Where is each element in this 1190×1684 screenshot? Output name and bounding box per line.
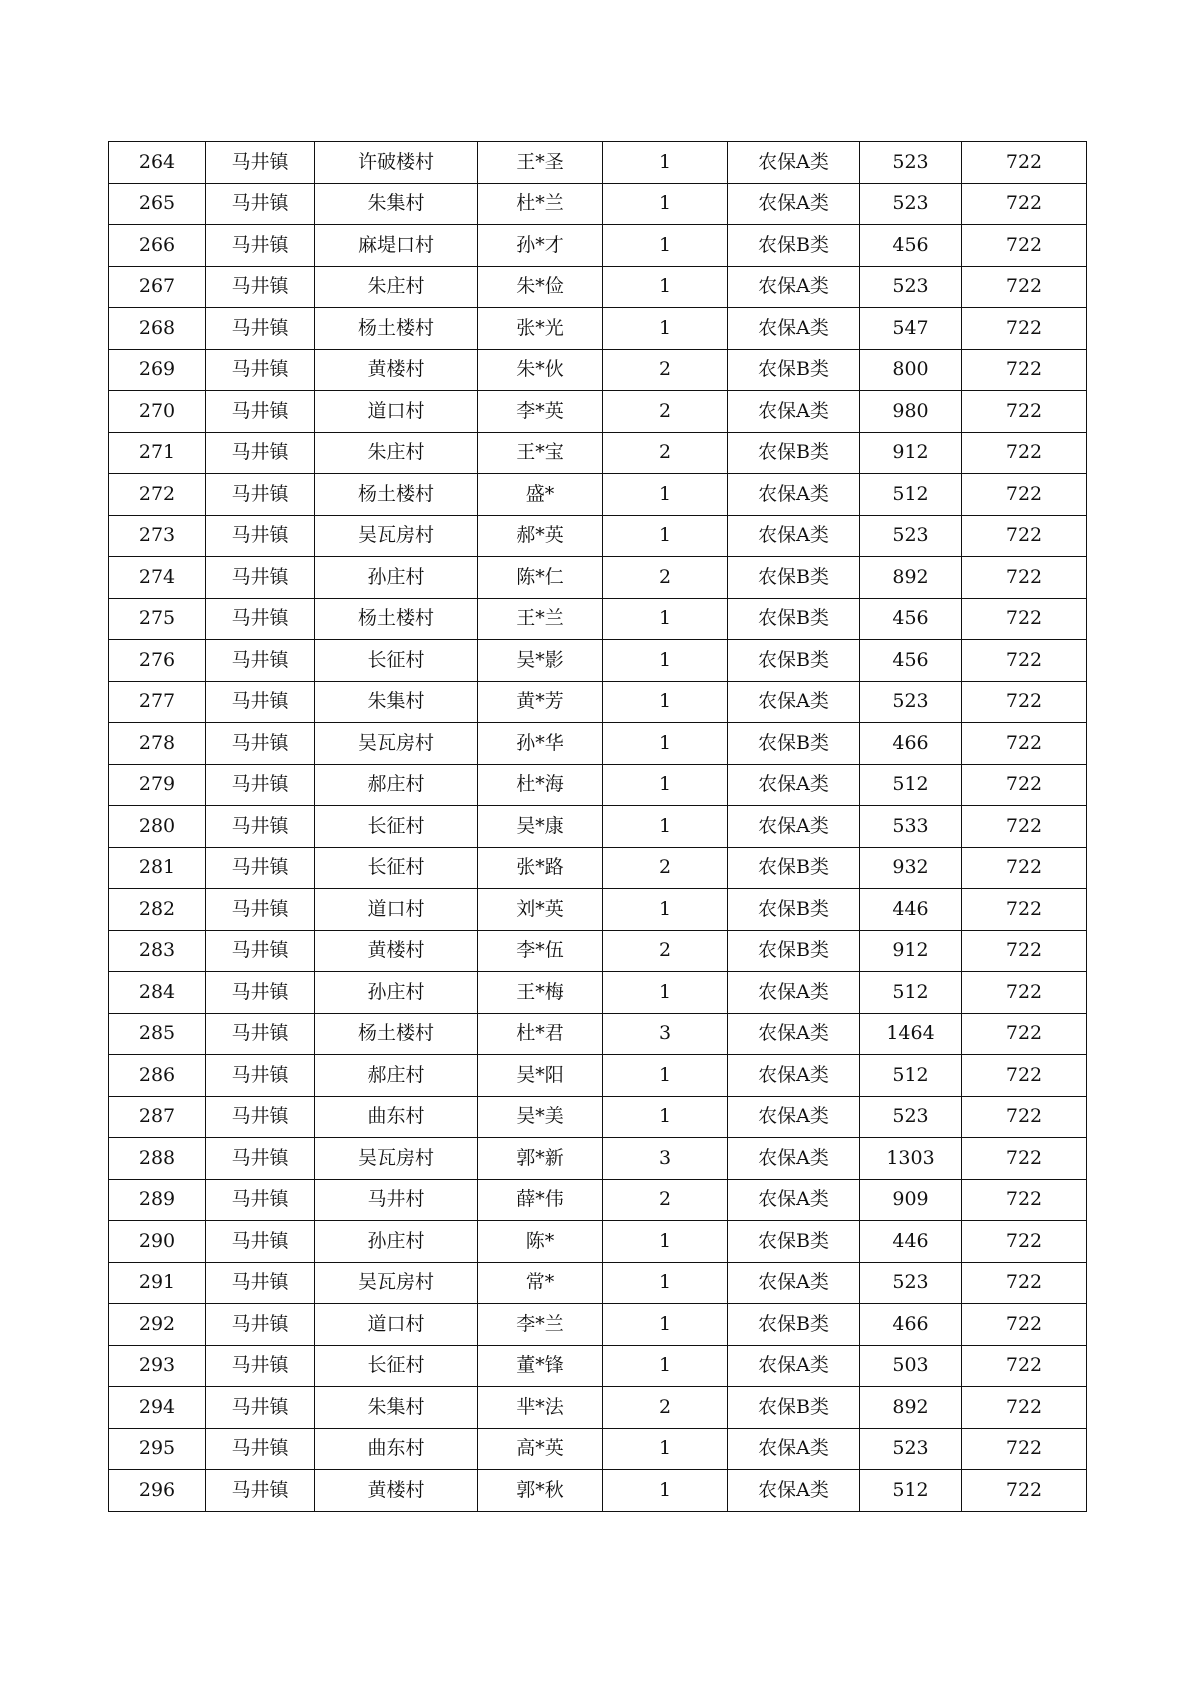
amount-cell: 446 bbox=[860, 1221, 962, 1263]
table-row bbox=[109, 1470, 1087, 1512]
amount-cell: 523 bbox=[860, 142, 962, 184]
amount-cell: 547 bbox=[860, 308, 962, 350]
name-cell: 朱*俭 bbox=[478, 266, 603, 308]
household-size-cell: 1 bbox=[603, 225, 728, 267]
household-size-cell: 1 bbox=[603, 889, 728, 931]
name-cell: 杜*君 bbox=[478, 1013, 603, 1055]
name-cell: 王*兰 bbox=[478, 598, 603, 640]
town-cell: 马井镇 bbox=[206, 847, 315, 889]
name-cell: 孙*才 bbox=[478, 225, 603, 267]
serial-number-cell: 277 bbox=[109, 681, 206, 723]
serial-number-cell: 264 bbox=[109, 142, 206, 184]
town-cell: 马井镇 bbox=[206, 1179, 315, 1221]
standard-cell: 722 bbox=[962, 1345, 1087, 1387]
name-cell: 李*伍 bbox=[478, 930, 603, 972]
serial-number-cell: 271 bbox=[109, 432, 206, 474]
serial-number-cell: 279 bbox=[109, 764, 206, 806]
amount-cell: 1303 bbox=[860, 1138, 962, 1180]
roster-table-body bbox=[109, 142, 1087, 1512]
village-cell: 朱集村 bbox=[315, 183, 478, 225]
standard-cell: 722 bbox=[962, 681, 1087, 723]
household-size-cell: 1 bbox=[603, 515, 728, 557]
name-cell: 李*兰 bbox=[478, 1304, 603, 1346]
village-cell: 杨土楼村 bbox=[315, 474, 478, 516]
table-row bbox=[109, 1304, 1087, 1346]
table-row bbox=[109, 349, 1087, 391]
village-cell: 长征村 bbox=[315, 1345, 478, 1387]
household-size-cell: 1 bbox=[603, 1262, 728, 1304]
table-row bbox=[109, 847, 1087, 889]
household-size-cell: 1 bbox=[603, 1221, 728, 1263]
amount-cell: 456 bbox=[860, 598, 962, 640]
insurance-type-cell: 农保A类 bbox=[728, 806, 860, 848]
name-cell: 王*宝 bbox=[478, 432, 603, 474]
serial-number-cell: 275 bbox=[109, 598, 206, 640]
table-row bbox=[109, 723, 1087, 765]
standard-cell: 722 bbox=[962, 308, 1087, 350]
insurance-type-cell: 农保B类 bbox=[728, 889, 860, 931]
amount-cell: 533 bbox=[860, 806, 962, 848]
village-cell: 孙庄村 bbox=[315, 557, 478, 599]
village-cell: 朱庄村 bbox=[315, 432, 478, 474]
serial-number-cell: 274 bbox=[109, 557, 206, 599]
name-cell: 高*英 bbox=[478, 1428, 603, 1470]
standard-cell: 722 bbox=[962, 1221, 1087, 1263]
table-row bbox=[109, 1138, 1087, 1180]
amount-cell: 512 bbox=[860, 972, 962, 1014]
amount-cell: 512 bbox=[860, 1055, 962, 1097]
insurance-type-cell: 农保B类 bbox=[728, 349, 860, 391]
insurance-type-cell: 农保B类 bbox=[728, 640, 860, 682]
insurance-type-cell: 农保A类 bbox=[728, 308, 860, 350]
household-size-cell: 1 bbox=[603, 806, 728, 848]
household-size-cell: 1 bbox=[603, 142, 728, 184]
town-cell: 马井镇 bbox=[206, 681, 315, 723]
table-row bbox=[109, 1387, 1087, 1429]
serial-number-cell: 294 bbox=[109, 1387, 206, 1429]
name-cell: 吴*影 bbox=[478, 640, 603, 682]
table-row bbox=[109, 1179, 1087, 1221]
standard-cell: 722 bbox=[962, 1055, 1087, 1097]
amount-cell: 466 bbox=[860, 723, 962, 765]
amount-cell: 512 bbox=[860, 764, 962, 806]
insurance-type-cell: 农保B类 bbox=[728, 598, 860, 640]
standard-cell: 722 bbox=[962, 930, 1087, 972]
table-row bbox=[109, 1345, 1087, 1387]
town-cell: 马井镇 bbox=[206, 474, 315, 516]
amount-cell: 909 bbox=[860, 1179, 962, 1221]
standard-cell: 722 bbox=[962, 972, 1087, 1014]
household-size-cell: 1 bbox=[603, 1096, 728, 1138]
village-cell: 道口村 bbox=[315, 391, 478, 433]
household-size-cell: 1 bbox=[603, 1055, 728, 1097]
village-cell: 长征村 bbox=[315, 806, 478, 848]
household-size-cell: 2 bbox=[603, 557, 728, 599]
amount-cell: 512 bbox=[860, 1470, 962, 1512]
standard-cell: 722 bbox=[962, 225, 1087, 267]
amount-cell: 912 bbox=[860, 432, 962, 474]
standard-cell: 722 bbox=[962, 1470, 1087, 1512]
table-row bbox=[109, 889, 1087, 931]
village-cell: 郝庄村 bbox=[315, 1055, 478, 1097]
insurance-type-cell: 农保B类 bbox=[728, 1304, 860, 1346]
amount-cell: 456 bbox=[860, 225, 962, 267]
village-cell: 曲东村 bbox=[315, 1428, 478, 1470]
town-cell: 马井镇 bbox=[206, 183, 315, 225]
standard-cell: 722 bbox=[962, 1387, 1087, 1429]
table-row bbox=[109, 1055, 1087, 1097]
town-cell: 马井镇 bbox=[206, 1221, 315, 1263]
standard-cell: 722 bbox=[962, 349, 1087, 391]
standard-cell: 722 bbox=[962, 1096, 1087, 1138]
household-size-cell: 1 bbox=[603, 308, 728, 350]
table-row bbox=[109, 391, 1087, 433]
name-cell: 张*光 bbox=[478, 308, 603, 350]
serial-number-cell: 281 bbox=[109, 847, 206, 889]
insurance-type-cell: 农保A类 bbox=[728, 515, 860, 557]
village-cell: 黄楼村 bbox=[315, 349, 478, 391]
amount-cell: 523 bbox=[860, 1096, 962, 1138]
household-size-cell: 1 bbox=[603, 183, 728, 225]
town-cell: 马井镇 bbox=[206, 972, 315, 1014]
insurance-type-cell: 农保B类 bbox=[728, 557, 860, 599]
standard-cell: 722 bbox=[962, 723, 1087, 765]
serial-number-cell: 280 bbox=[109, 806, 206, 848]
household-size-cell: 1 bbox=[603, 1304, 728, 1346]
village-cell: 长征村 bbox=[315, 640, 478, 682]
serial-number-cell: 284 bbox=[109, 972, 206, 1014]
village-cell: 孙庄村 bbox=[315, 972, 478, 1014]
village-cell: 吴瓦房村 bbox=[315, 1262, 478, 1304]
table-row bbox=[109, 432, 1087, 474]
insurance-type-cell: 农保A类 bbox=[728, 142, 860, 184]
standard-cell: 722 bbox=[962, 1262, 1087, 1304]
town-cell: 马井镇 bbox=[206, 349, 315, 391]
table-row bbox=[109, 1428, 1087, 1470]
village-cell: 吴瓦房村 bbox=[315, 1138, 478, 1180]
name-cell: 郭*新 bbox=[478, 1138, 603, 1180]
name-cell: 郝*英 bbox=[478, 515, 603, 557]
amount-cell: 523 bbox=[860, 183, 962, 225]
name-cell: 郭*秋 bbox=[478, 1470, 603, 1512]
household-size-cell: 2 bbox=[603, 391, 728, 433]
household-size-cell: 1 bbox=[603, 764, 728, 806]
name-cell: 芈*法 bbox=[478, 1387, 603, 1429]
serial-number-cell: 292 bbox=[109, 1304, 206, 1346]
amount-cell: 446 bbox=[860, 889, 962, 931]
table-row bbox=[109, 515, 1087, 557]
standard-cell: 722 bbox=[962, 847, 1087, 889]
table-row bbox=[109, 557, 1087, 599]
insurance-type-cell: 农保A类 bbox=[728, 183, 860, 225]
amount-cell: 503 bbox=[860, 1345, 962, 1387]
amount-cell: 523 bbox=[860, 515, 962, 557]
town-cell: 马井镇 bbox=[206, 1387, 315, 1429]
name-cell: 杜*海 bbox=[478, 764, 603, 806]
insurance-type-cell: 农保B类 bbox=[728, 432, 860, 474]
standard-cell: 722 bbox=[962, 391, 1087, 433]
village-cell: 马井村 bbox=[315, 1179, 478, 1221]
village-cell: 朱集村 bbox=[315, 1387, 478, 1429]
table-row bbox=[109, 1221, 1087, 1263]
amount-cell: 512 bbox=[860, 474, 962, 516]
table-row bbox=[109, 142, 1087, 184]
household-size-cell: 1 bbox=[603, 474, 728, 516]
household-size-cell: 1 bbox=[603, 972, 728, 1014]
amount-cell: 523 bbox=[860, 1428, 962, 1470]
village-cell: 孙庄村 bbox=[315, 1221, 478, 1263]
serial-number-cell: 296 bbox=[109, 1470, 206, 1512]
household-size-cell: 3 bbox=[603, 1013, 728, 1055]
town-cell: 马井镇 bbox=[206, 225, 315, 267]
table-row bbox=[109, 1096, 1087, 1138]
town-cell: 马井镇 bbox=[206, 1470, 315, 1512]
insurance-type-cell: 农保A类 bbox=[728, 1428, 860, 1470]
insurance-type-cell: 农保A类 bbox=[728, 1262, 860, 1304]
table-row bbox=[109, 681, 1087, 723]
amount-cell: 932 bbox=[860, 847, 962, 889]
serial-number-cell: 287 bbox=[109, 1096, 206, 1138]
insurance-type-cell: 农保A类 bbox=[728, 266, 860, 308]
table-row bbox=[109, 930, 1087, 972]
standard-cell: 722 bbox=[962, 1138, 1087, 1180]
standard-cell: 722 bbox=[962, 266, 1087, 308]
town-cell: 马井镇 bbox=[206, 640, 315, 682]
standard-cell: 722 bbox=[962, 806, 1087, 848]
household-size-cell: 1 bbox=[603, 723, 728, 765]
household-size-cell: 2 bbox=[603, 930, 728, 972]
village-cell: 吴瓦房村 bbox=[315, 515, 478, 557]
name-cell: 王*梅 bbox=[478, 972, 603, 1014]
village-cell: 许破楼村 bbox=[315, 142, 478, 184]
insurance-type-cell: 农保B类 bbox=[728, 225, 860, 267]
amount-cell: 523 bbox=[860, 1262, 962, 1304]
town-cell: 马井镇 bbox=[206, 806, 315, 848]
village-cell: 麻堤口村 bbox=[315, 225, 478, 267]
serial-number-cell: 290 bbox=[109, 1221, 206, 1263]
standard-cell: 722 bbox=[962, 640, 1087, 682]
insurance-type-cell: 农保A类 bbox=[728, 1138, 860, 1180]
name-cell: 常* bbox=[478, 1262, 603, 1304]
name-cell: 陈* bbox=[478, 1221, 603, 1263]
roster-table bbox=[108, 141, 1087, 1512]
town-cell: 马井镇 bbox=[206, 308, 315, 350]
table-row bbox=[109, 474, 1087, 516]
household-size-cell: 2 bbox=[603, 349, 728, 391]
insurance-type-cell: 农保A类 bbox=[728, 1096, 860, 1138]
serial-number-cell: 267 bbox=[109, 266, 206, 308]
insurance-type-cell: 农保A类 bbox=[728, 1345, 860, 1387]
serial-number-cell: 291 bbox=[109, 1262, 206, 1304]
standard-cell: 722 bbox=[962, 889, 1087, 931]
amount-cell: 800 bbox=[860, 349, 962, 391]
household-size-cell: 1 bbox=[603, 1470, 728, 1512]
town-cell: 马井镇 bbox=[206, 1304, 315, 1346]
standard-cell: 722 bbox=[962, 557, 1087, 599]
insurance-type-cell: 农保B类 bbox=[728, 1221, 860, 1263]
household-size-cell: 1 bbox=[603, 640, 728, 682]
insurance-type-cell: 农保B类 bbox=[728, 847, 860, 889]
town-cell: 马井镇 bbox=[206, 266, 315, 308]
standard-cell: 722 bbox=[962, 183, 1087, 225]
name-cell: 盛* bbox=[478, 474, 603, 516]
insurance-type-cell: 农保A类 bbox=[728, 1470, 860, 1512]
town-cell: 马井镇 bbox=[206, 1055, 315, 1097]
name-cell: 黄*芳 bbox=[478, 681, 603, 723]
household-size-cell: 1 bbox=[603, 598, 728, 640]
amount-cell: 980 bbox=[860, 391, 962, 433]
village-cell: 曲东村 bbox=[315, 1096, 478, 1138]
town-cell: 马井镇 bbox=[206, 391, 315, 433]
standard-cell: 722 bbox=[962, 515, 1087, 557]
insurance-type-cell: 农保A类 bbox=[728, 681, 860, 723]
town-cell: 马井镇 bbox=[206, 764, 315, 806]
name-cell: 张*路 bbox=[478, 847, 603, 889]
insurance-type-cell: 农保A类 bbox=[728, 764, 860, 806]
town-cell: 马井镇 bbox=[206, 1262, 315, 1304]
table-row bbox=[109, 308, 1087, 350]
insurance-type-cell: 农保A类 bbox=[728, 1013, 860, 1055]
village-cell: 道口村 bbox=[315, 889, 478, 931]
name-cell: 刘*英 bbox=[478, 889, 603, 931]
name-cell: 陈*仁 bbox=[478, 557, 603, 599]
village-cell: 朱庄村 bbox=[315, 266, 478, 308]
name-cell: 朱*伙 bbox=[478, 349, 603, 391]
insurance-type-cell: 农保A类 bbox=[728, 1055, 860, 1097]
insurance-type-cell: 农保B类 bbox=[728, 930, 860, 972]
insurance-type-cell: 农保A类 bbox=[728, 474, 860, 516]
village-cell: 黄楼村 bbox=[315, 930, 478, 972]
village-cell: 道口村 bbox=[315, 1304, 478, 1346]
serial-number-cell: 278 bbox=[109, 723, 206, 765]
name-cell: 王*圣 bbox=[478, 142, 603, 184]
amount-cell: 1464 bbox=[860, 1013, 962, 1055]
standard-cell: 722 bbox=[962, 474, 1087, 516]
insurance-type-cell: 农保A类 bbox=[728, 391, 860, 433]
serial-number-cell: 273 bbox=[109, 515, 206, 557]
insurance-type-cell: 农保B类 bbox=[728, 723, 860, 765]
serial-number-cell: 295 bbox=[109, 1428, 206, 1470]
name-cell: 李*英 bbox=[478, 391, 603, 433]
name-cell: 吴*美 bbox=[478, 1096, 603, 1138]
amount-cell: 523 bbox=[860, 681, 962, 723]
amount-cell: 466 bbox=[860, 1304, 962, 1346]
standard-cell: 722 bbox=[962, 142, 1087, 184]
table-row bbox=[109, 598, 1087, 640]
village-cell: 杨土楼村 bbox=[315, 598, 478, 640]
serial-number-cell: 266 bbox=[109, 225, 206, 267]
town-cell: 马井镇 bbox=[206, 930, 315, 972]
insurance-type-cell: 农保A类 bbox=[728, 1179, 860, 1221]
town-cell: 马井镇 bbox=[206, 1138, 315, 1180]
household-size-cell: 2 bbox=[603, 1387, 728, 1429]
name-cell: 薛*伟 bbox=[478, 1179, 603, 1221]
household-size-cell: 1 bbox=[603, 1345, 728, 1387]
serial-number-cell: 286 bbox=[109, 1055, 206, 1097]
table-row bbox=[109, 972, 1087, 1014]
household-size-cell: 2 bbox=[603, 847, 728, 889]
town-cell: 马井镇 bbox=[206, 598, 315, 640]
amount-cell: 892 bbox=[860, 557, 962, 599]
serial-number-cell: 285 bbox=[109, 1013, 206, 1055]
town-cell: 马井镇 bbox=[206, 142, 315, 184]
village-cell: 长征村 bbox=[315, 847, 478, 889]
insurance-type-cell: 农保B类 bbox=[728, 1387, 860, 1429]
serial-number-cell: 282 bbox=[109, 889, 206, 931]
town-cell: 马井镇 bbox=[206, 1428, 315, 1470]
serial-number-cell: 268 bbox=[109, 308, 206, 350]
standard-cell: 722 bbox=[962, 1013, 1087, 1055]
serial-number-cell: 265 bbox=[109, 183, 206, 225]
household-size-cell: 1 bbox=[603, 266, 728, 308]
serial-number-cell: 293 bbox=[109, 1345, 206, 1387]
standard-cell: 722 bbox=[962, 1179, 1087, 1221]
serial-number-cell: 289 bbox=[109, 1179, 206, 1221]
name-cell: 孙*华 bbox=[478, 723, 603, 765]
amount-cell: 912 bbox=[860, 930, 962, 972]
serial-number-cell: 276 bbox=[109, 640, 206, 682]
amount-cell: 892 bbox=[860, 1387, 962, 1429]
serial-number-cell: 269 bbox=[109, 349, 206, 391]
town-cell: 马井镇 bbox=[206, 515, 315, 557]
table-row bbox=[109, 764, 1087, 806]
serial-number-cell: 270 bbox=[109, 391, 206, 433]
insurance-type-cell: 农保A类 bbox=[728, 972, 860, 1014]
standard-cell: 722 bbox=[962, 598, 1087, 640]
household-size-cell: 2 bbox=[603, 1179, 728, 1221]
town-cell: 马井镇 bbox=[206, 1096, 315, 1138]
name-cell: 吴*康 bbox=[478, 806, 603, 848]
household-size-cell: 1 bbox=[603, 681, 728, 723]
village-cell: 吴瓦房村 bbox=[315, 723, 478, 765]
table-row bbox=[109, 183, 1087, 225]
village-cell: 杨土楼村 bbox=[315, 308, 478, 350]
table-row bbox=[109, 225, 1087, 267]
town-cell: 马井镇 bbox=[206, 1345, 315, 1387]
village-cell: 郝庄村 bbox=[315, 764, 478, 806]
town-cell: 马井镇 bbox=[206, 723, 315, 765]
household-size-cell: 1 bbox=[603, 1428, 728, 1470]
village-cell: 黄楼村 bbox=[315, 1470, 478, 1512]
village-cell: 朱集村 bbox=[315, 681, 478, 723]
serial-number-cell: 283 bbox=[109, 930, 206, 972]
name-cell: 董*锋 bbox=[478, 1345, 603, 1387]
amount-cell: 523 bbox=[860, 266, 962, 308]
standard-cell: 722 bbox=[962, 764, 1087, 806]
serial-number-cell: 272 bbox=[109, 474, 206, 516]
amount-cell: 456 bbox=[860, 640, 962, 682]
town-cell: 马井镇 bbox=[206, 1013, 315, 1055]
standard-cell: 722 bbox=[962, 1304, 1087, 1346]
standard-cell: 722 bbox=[962, 1428, 1087, 1470]
village-cell: 杨土楼村 bbox=[315, 1013, 478, 1055]
town-cell: 马井镇 bbox=[206, 432, 315, 474]
table-row bbox=[109, 640, 1087, 682]
table-row bbox=[109, 266, 1087, 308]
household-size-cell: 3 bbox=[603, 1138, 728, 1180]
table-row bbox=[109, 1262, 1087, 1304]
standard-cell: 722 bbox=[962, 432, 1087, 474]
table-row bbox=[109, 806, 1087, 848]
town-cell: 马井镇 bbox=[206, 889, 315, 931]
name-cell: 吴*阳 bbox=[478, 1055, 603, 1097]
town-cell: 马井镇 bbox=[206, 557, 315, 599]
household-size-cell: 2 bbox=[603, 432, 728, 474]
name-cell: 杜*兰 bbox=[478, 183, 603, 225]
table-row bbox=[109, 1013, 1087, 1055]
serial-number-cell: 288 bbox=[109, 1138, 206, 1180]
